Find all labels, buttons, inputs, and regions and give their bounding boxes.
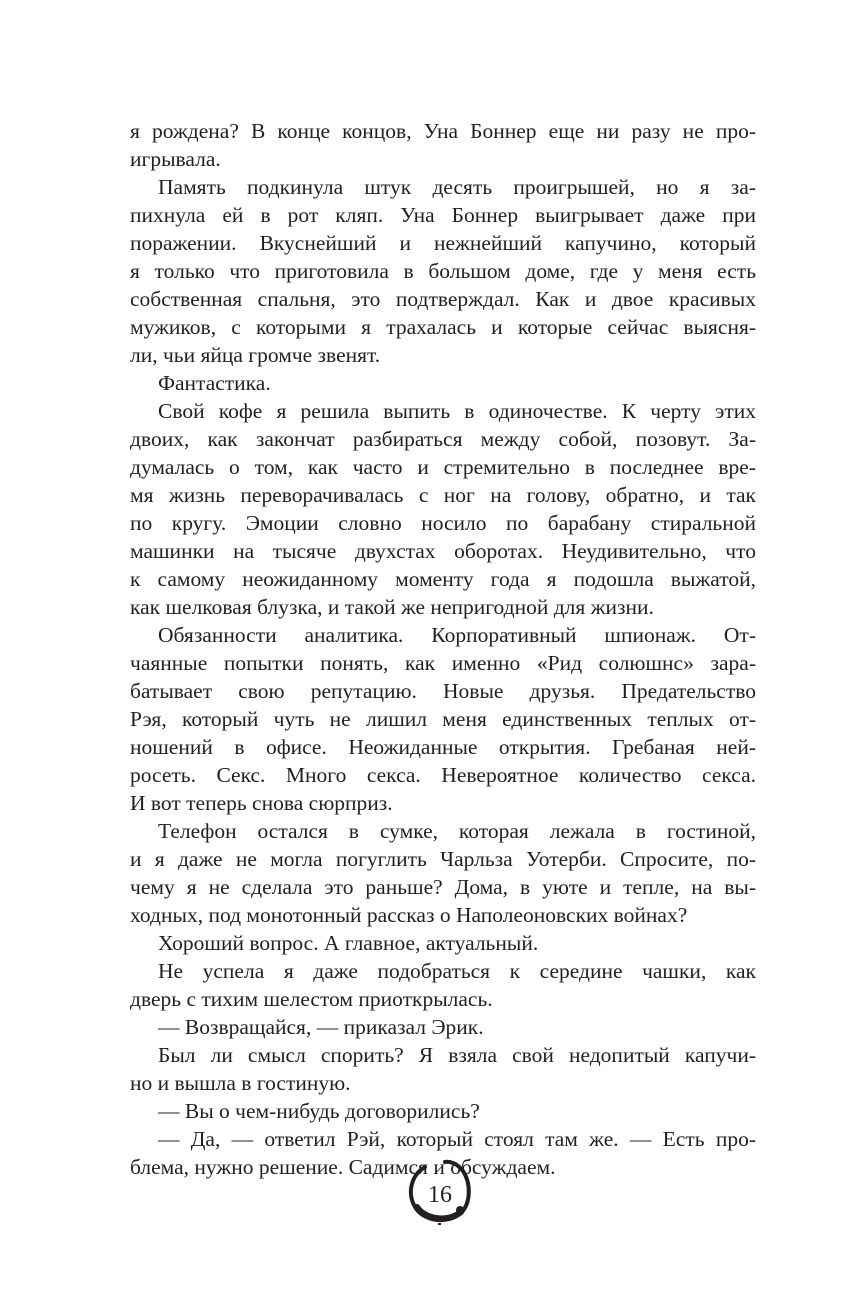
- text-line: и я даже не могла погуглить Чарльза Уотерби. Спросите, по-: [130, 847, 756, 871]
- text-line: — Вы о чем-нибудь договорились?: [158, 1099, 480, 1123]
- body-text: [130, 117, 756, 1181]
- text-line: я рождена? В конце концов, Уна Боннер еще ни разу не про-: [130, 119, 756, 143]
- page-number-badge: [405, 1157, 475, 1225]
- text-line: — Возвращайся, — приказал Эрик.: [158, 1015, 484, 1039]
- text-line: дверь с тихим шелестом приоткрылась.: [130, 987, 493, 1011]
- text-line: Телефон остался в сумке, которая лежала в гостиной,: [158, 819, 756, 843]
- text-line: машинки на тысяче двухстах оборотах. Неудивительно, что: [130, 539, 756, 563]
- text-line: Свой кофе я решила выпить в одиночестве. К черту этих: [158, 399, 756, 423]
- text-line: батывает свою репутацию. Новые друзья. Предательство: [130, 679, 756, 703]
- text-line: Обязанности аналитика. Корпоративный шпионаж. От-: [158, 623, 756, 647]
- text-line: мя жизнь переворачивалась с ног на голову, обратно, и так: [130, 483, 756, 507]
- text-line: как шелковая блузка, и такой же непригодной для жизни.: [130, 595, 654, 619]
- text-line: Фантастика.: [158, 371, 271, 395]
- text-line: мужиков, с которыми я трахалась и которые сейчас выясня-: [130, 315, 756, 339]
- text-line: я только что приготовила в большом доме, где у меня есть: [130, 259, 756, 283]
- text-line: игрывала.: [130, 147, 221, 171]
- text-line: Хороший вопрос. А главное, актуальный.: [158, 931, 539, 955]
- text-line: собственная спальня, это подтверждал. Как и двое красивых: [130, 287, 756, 311]
- text-line: поражении. Вкуснейший и нежнейший капучино, который: [130, 231, 756, 255]
- text-line: блема, нужно решение. Садимся и обсуждаем.: [130, 1155, 556, 1179]
- text-line: ношений в офисе. Неожиданные открытия. Гребаная ней-: [130, 735, 756, 759]
- text-line: Был ли смысл спорить? Я взяла свой недопитый капучи-: [158, 1043, 756, 1067]
- text-line: пихнула ей в рот кляп. Уна Боннер выигрывает даже при: [130, 203, 756, 227]
- text-line: ли, чьи яйца громче звенят.: [130, 343, 381, 367]
- page-number: 16: [428, 1182, 452, 1208]
- text-line: но и вышла в гостиную.: [130, 1071, 351, 1095]
- text-line: Рэя, который чуть не лишил меня единственных теплых от-: [130, 707, 756, 731]
- text-line: — Да, — ответил Рэй, который стоял там же. — Есть про-: [158, 1127, 756, 1151]
- text-line: И вот теперь снова сюрприз.: [130, 791, 393, 815]
- text-line: к самому неожиданному моменту года я подошла выжатой,: [130, 567, 756, 591]
- text-line: Не успела я даже подобраться к середине чашки, как: [158, 959, 756, 983]
- text-line: росеть. Секс. Много секса. Невероятное количество секса.: [130, 763, 756, 787]
- text-line: по кругу. Эмоции словно носило по барабану стиральной: [130, 511, 756, 535]
- text-line: двоих, как закончат разбираться между собой, позовут. За-: [130, 427, 756, 451]
- text-line: ходных, под монотонный рассказ о Наполеоновских войнах?: [130, 903, 688, 927]
- text-line: думалась о том, как часто и стремительно в последнее вре-: [130, 455, 756, 479]
- text-line: чаянные попытки понять, как именно «Рид солюшнс» зара-: [130, 651, 756, 675]
- text-line: Память подкинула штук десять проигрышей, но я за-: [158, 175, 756, 199]
- text-line: чему я не сделала это раньше? Дома, в уюте и тепле, на вы-: [130, 875, 756, 899]
